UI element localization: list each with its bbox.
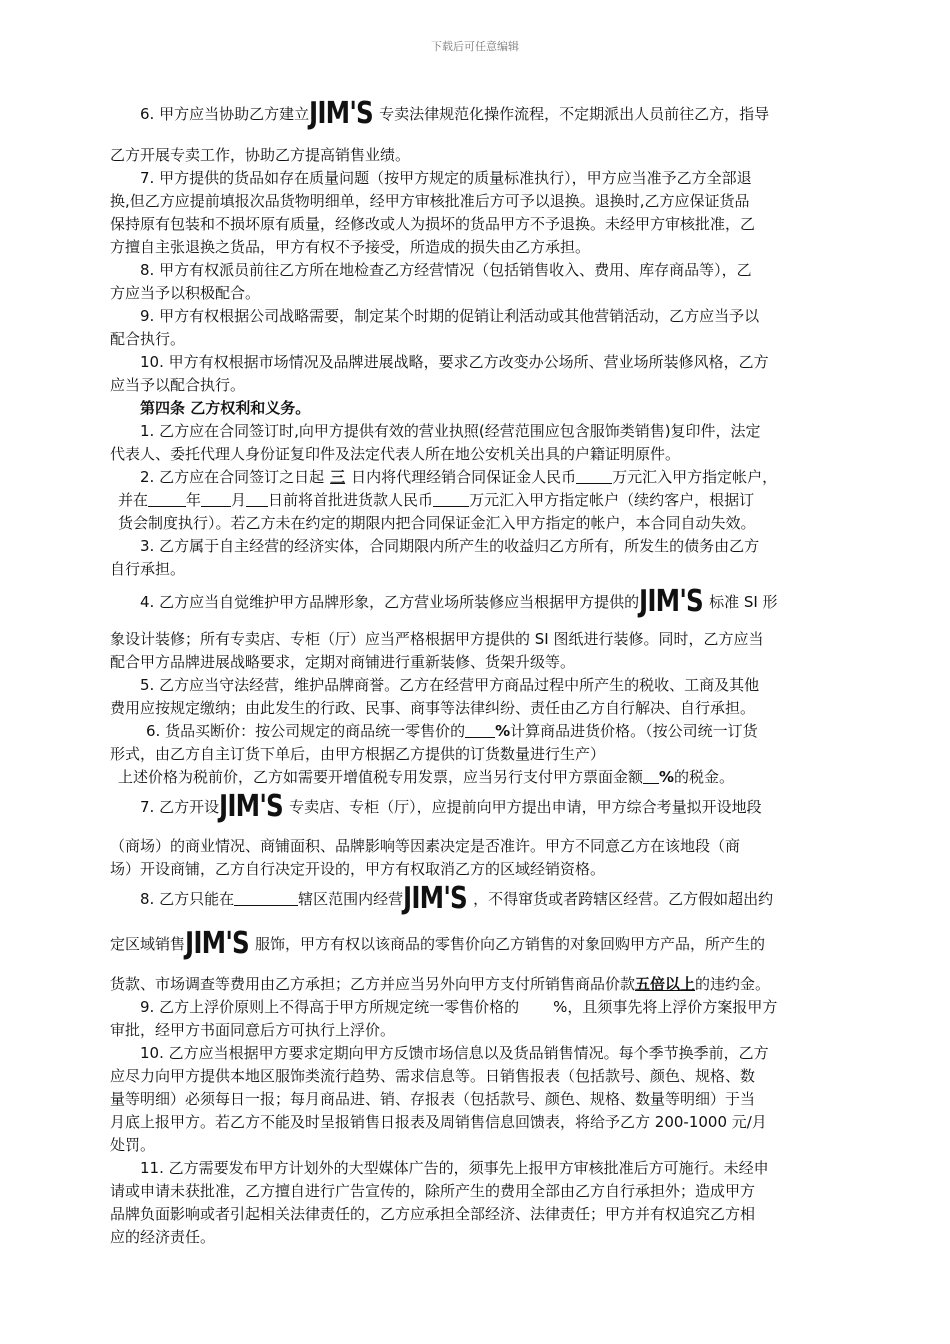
clause-7-line-1: 7. 甲方提供的货品如存在质量问题（按甲方规定的质量标准执行），甲方应当准予乙方全部退 <box>140 169 752 187</box>
jims-logo: JIM'S <box>219 789 284 824</box>
tax-percent-sign: % <box>659 768 675 786</box>
deposit-amount-blank <box>576 467 612 484</box>
b2-text-h: 万元汇入甲方指定帐户（续约客户，根据订 <box>469 491 755 509</box>
five-times-emphasis: 五倍以上 <box>635 975 696 993</box>
b2-text-c: 万元汇入甲方指定帐户， <box>612 468 778 486</box>
b-clause-2-line-2 <box>118 490 754 510</box>
b6-text-e: 的税金。 <box>674 768 735 786</box>
b8-text-a: 8. 乙方只能在 <box>140 890 235 908</box>
b8-text-b: 辖区范围内经营 <box>298 890 404 908</box>
b-clause-8-line-3 <box>110 974 770 994</box>
clause-7-line-3: 保持原有包装和不损坏原有质量，经修改或人为损坏的货品甲方不予退换。未经甲方审核批准，乙 <box>110 215 756 233</box>
b-clause-11-line-3: 品牌负面影响或者引起相关法律责任的，乙方应承担全部经济、法律责任；甲方并有权追究乙方相 <box>110 1205 756 1223</box>
b8-text-c: ，不得窜货或者跨辖区经营。乙方假如超出约 <box>473 890 774 908</box>
clause-6-line-2: 乙方开展专卖工作，协助乙方提高销售业绩。 <box>110 146 411 164</box>
b-clause-10-line-2: 应尽力向甲方提供本地区服饰类流行趋势、需求信息等。日销售报表（包括款号、颜色、规格、数 <box>110 1067 756 1085</box>
day-blank <box>246 490 268 507</box>
b4-text-b: 标准 SI 形 <box>709 593 778 611</box>
b8-text-f: 货款、市场调查等费用由乙方承担；乙方并应当另外向甲方支付所销售商品价款 <box>110 975 636 993</box>
b9-text-a: 9. 乙方上浮价原则上不得高于甲方所规定统一零售价格的 <box>140 998 520 1016</box>
b-clause-10-line-3: 量等明细）必须每日一报；每月商品进、销、存报表（包括款号、颜色、规格、数量等明细）于当 <box>110 1090 756 1108</box>
year-blank <box>148 490 186 507</box>
b2-text-d: 并在 <box>118 491 149 509</box>
b2-text-g: 日前将首批进货款人民币 <box>268 491 434 509</box>
clause-10-line-1: 10. 甲方有权根据市场情况及品牌进展战略，要求乙方改变办公场所、营业场所装修风格，乙方 <box>140 353 769 371</box>
b2-text-e: 年 <box>186 491 202 509</box>
percent-blank <box>465 721 495 738</box>
b-clause-8-line-1 <box>140 881 774 916</box>
b-clause-2-line-1 <box>140 467 777 487</box>
b-clause-3-line-2: 自行承担。 <box>110 560 186 578</box>
b4-text-a: 4. 乙方应当自觉维护甲方品牌形象，乙方营业场所装修应当根据甲方提供的 <box>140 593 640 611</box>
b-clause-1-line-1: 1. 乙方应在合同签订时,向甲方提供有效的营业执照(经营范围应包含服饰类销售)复印件，法定 <box>140 422 761 440</box>
b7-text-b: 专卖店、专柜（厅），应提前向甲方提出申请，甲方综合考量拟开设地段 <box>289 798 762 816</box>
jims-logo: JIM'S <box>403 881 468 916</box>
clause-9-line-1: 9. 甲方有权根据公司战略需要，制定某个时期的促销让利活动或其他营销活动，乙方应当予以 <box>140 307 760 325</box>
b-clause-7-line-1 <box>140 789 762 824</box>
b-clause-4-line-2: 象设计装修；所有专卖店、专柜（厅）应当严格根据甲方提供的 SI 图纸进行装修。同时，乙方应当 <box>110 630 764 648</box>
b-clause-5-line-1: 5. 乙方应当守法经营，维护品牌商誉。乙方在经营甲方商品过程中所产生的税收、工商及其他 <box>140 676 760 694</box>
clause-6-text-b: 专卖法律规范化操作流程，不定期派出人员前往乙方，指导 <box>379 105 770 123</box>
b-clause-10-line-1: 10. 乙方应当根据甲方要求定期向甲方反馈市场信息以及货品销售情况。每个季节换季前，乙方 <box>140 1044 769 1062</box>
b2-text-f: 月 <box>231 491 247 509</box>
b-clause-5-line-2: 费用应按规定缴纳；由此发生的行政、民事、商事等法律纠纷、责任由乙方自行解决、自行承担。 <box>110 699 756 717</box>
clause-6-text-a: 6. 甲方应当协助乙方建立 <box>140 105 310 123</box>
b6-text-a: 6. 货品买断价：按公司规定的商品统一零售价的 <box>146 722 466 740</box>
b8-text-e: 服饰，甲方有权以该商品的零售价向乙方销售的对象回购甲方产品，所产生的 <box>254 935 765 953</box>
article-4-heading: 第四条 乙方权利和义务。 <box>140 399 311 417</box>
jims-logo: JIM'S <box>185 926 249 961</box>
month-blank <box>201 490 231 507</box>
b2-text-a: 2. 乙方应在合同签订之日起 <box>140 468 325 486</box>
b-clause-10-line-5: 处罚。 <box>110 1136 156 1154</box>
b2-text-b: 日内将代理经销合同保证金人民币 <box>351 468 577 486</box>
b-clause-11-line-1: 11. 乙方需要发布甲方计划外的大型媒体广告的，须事先上报甲方审核批准后方可施行。未经申 <box>140 1159 769 1177</box>
clause-7-line-4: 方擅自主张退换之货品，甲方有权不予接受，所造成的损失由乙方承担。 <box>110 238 591 256</box>
b-clause-9-line-1 <box>140 997 777 1017</box>
jims-logo: JIM'S <box>639 584 704 619</box>
percent-sign: % <box>495 722 511 740</box>
tax-percent-blank <box>643 767 659 784</box>
b-clause-4-line-1 <box>140 584 778 619</box>
b-clause-7-line-3: 场）开设商铺，乙方自行决定开设的，甲方有权取消乙方的区域经销资格。 <box>110 860 606 878</box>
district-blank <box>234 889 298 906</box>
days-value: 三 <box>330 468 346 486</box>
b-clause-9-line-2: 审批，经甲方书面同意后方可执行上浮价。 <box>110 1021 396 1039</box>
b-clause-8-line-2 <box>110 926 765 961</box>
b9-text-b: %，且须事先将上浮价方案报甲方 <box>553 998 778 1016</box>
b-clause-11-line-2: 请或申请未获批准，乙方擅自进行广告宣传的，除所产生的费用全部由乙方自行承担外；造成甲方 <box>110 1182 756 1200</box>
b-clause-6-line-1 <box>146 721 758 741</box>
b-clause-2-line-3: 货会制度执行）。若乙方未在约定的期限内把合同保证金汇入甲方指定的帐户，本合同自动失效。 <box>118 514 756 532</box>
b8-text-h: 的违约金。 <box>695 975 771 993</box>
b-clause-10-line-4: 月底上报甲方。若乙方不能及时呈报销售日报表及周销售信息回馈表，将给予乙方 200-1000 元/月 <box>110 1113 767 1131</box>
clause-7-line-2: 换,但乙方应提前填报次品货物明细单，经甲方审核批准后方可予以退换。退换时,乙方应保证货品 <box>110 192 750 210</box>
b-clause-4-line-3: 配合甲方品牌进展战略要求，定期对商铺进行重新装修、货架升级等。 <box>110 653 576 671</box>
page-header: 下载后可任意编辑 <box>431 40 519 53</box>
b6-text-d: 上述价格为税前价，乙方如需要开增值税专用发票，应当另行支付甲方票面金额 <box>118 768 644 786</box>
clause-8-line-1: 8. 甲方有权派员前往乙方所在地检查乙方经营情况（包括销售收入、费用、库存商品等），乙 <box>140 261 752 279</box>
jims-logo: JIM'S <box>309 96 374 131</box>
clause-10-line-2: 应当予以配合执行。 <box>110 376 246 394</box>
first-payment-blank <box>433 490 469 507</box>
b-clause-1-line-2: 代表人、委托代理人身份证复印件及法定代表人所在地公安机关出具的户籍证明原件。 <box>110 445 681 463</box>
b6-text-b: 计算商品进货价格。（按公司统一订货 <box>510 722 758 740</box>
clause-8-line-2: 方应当予以积极配合。 <box>110 284 261 302</box>
b-clause-3-line-1: 3. 乙方属于自主经营的经济实体，合同期限内所产生的收益归乙方所有，所发生的债务由乙方 <box>140 537 760 555</box>
b-clause-11-line-4: 应的经济责任。 <box>110 1228 216 1246</box>
clause-6-line-1 <box>140 96 770 131</box>
b-clause-7-line-2: （商场）的商业情况、商铺面积、品牌影响等因素决定是否准许。甲方不同意乙方在该地段（商 <box>110 837 741 855</box>
b-clause-6-line-2: 形式，由乙方自主订货下单后，由甲方根据乙方提供的订货数量进行生产） <box>110 745 606 763</box>
clause-9-line-2: 配合执行。 <box>110 330 186 348</box>
b8-text-d: 定区域销售 <box>110 935 186 953</box>
b-clause-6-line-3 <box>118 767 734 787</box>
b7-text-a: 7. 乙方开设 <box>140 798 220 816</box>
